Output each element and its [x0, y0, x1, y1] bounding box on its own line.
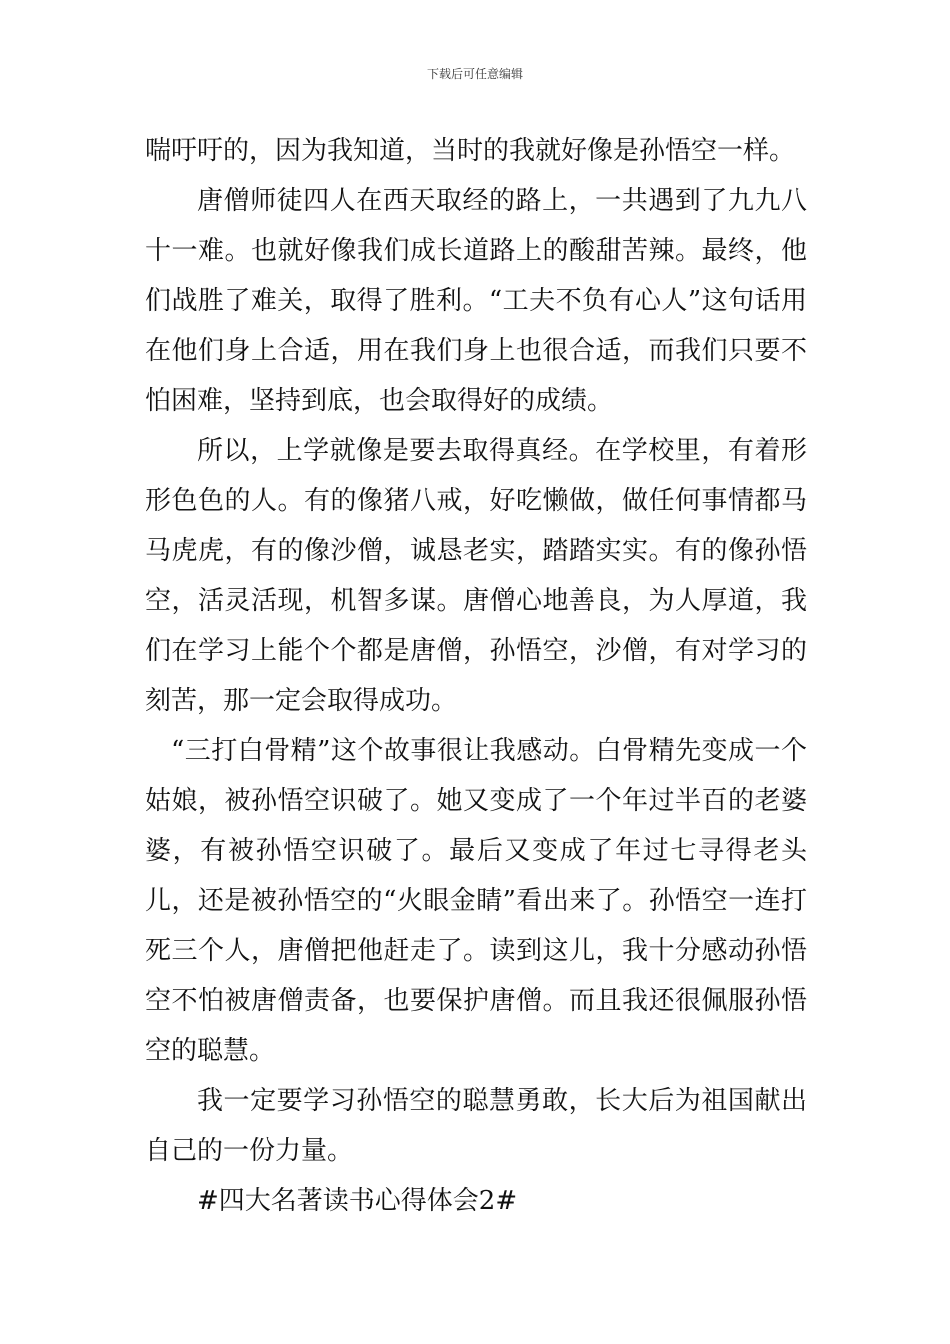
page-header-note: 下载后可任意编辑	[426, 67, 523, 81]
document-body	[145, 126, 807, 1226]
paragraph-1: 喘吁吁的，因为我知道，当时的我就好像是孙悟空一样。	[145, 136, 796, 166]
paragraph-2: 唐僧师徒四人在西天取经的路上，一共遇到了九九八十一难。也就好像我们成长道路上的酸甜苦辣。最终，他们战胜了难关，取得了胜利。“工夫不负有心人”这句话用在他们身上合适，用在我们身上也很合适，而我们只要不怕困难，坚持到底，也会取得好的成绩。	[145, 186, 807, 416]
paragraph-5: 我一定要学习孙悟空的聪慧勇敢，长大后为祖国献出自己的一份力量。	[145, 1086, 807, 1166]
section-heading: #四大名著读书心得体会2#	[197, 1186, 518, 1216]
paragraph-4: “三打白骨精”这个故事很让我感动。白骨精先变成一个姑娘，被孙悟空识破了。她又变成了一个年过半百的老婆婆，有被孙悟空识破了。最后又变成了年过七寻得老头儿，还是被孙悟空的“火眼金睛”看出来了。孙悟空一连打死三个人，唐僧把他赶走了。读到这儿，我十分感动孙悟空不怕被唐僧责备，也要保护唐僧。而且我还很佩服孙悟空的聪慧。	[145, 736, 807, 1066]
paragraph-3: 所以，上学就像是要去取得真经。在学校里，有着形形色色的人。有的像猪八戒，好吃懒做，做任何事情都马马虎虎，有的像沙僧，诚恳老实，踏踏实实。有的像孙悟空，活灵活现，机智多谋。唐僧心地善良，为人厚道，我们在学习上能个个都是唐僧，孙悟空，沙僧，有对学习的刻苦，那一定会取得成功。	[145, 436, 807, 716]
